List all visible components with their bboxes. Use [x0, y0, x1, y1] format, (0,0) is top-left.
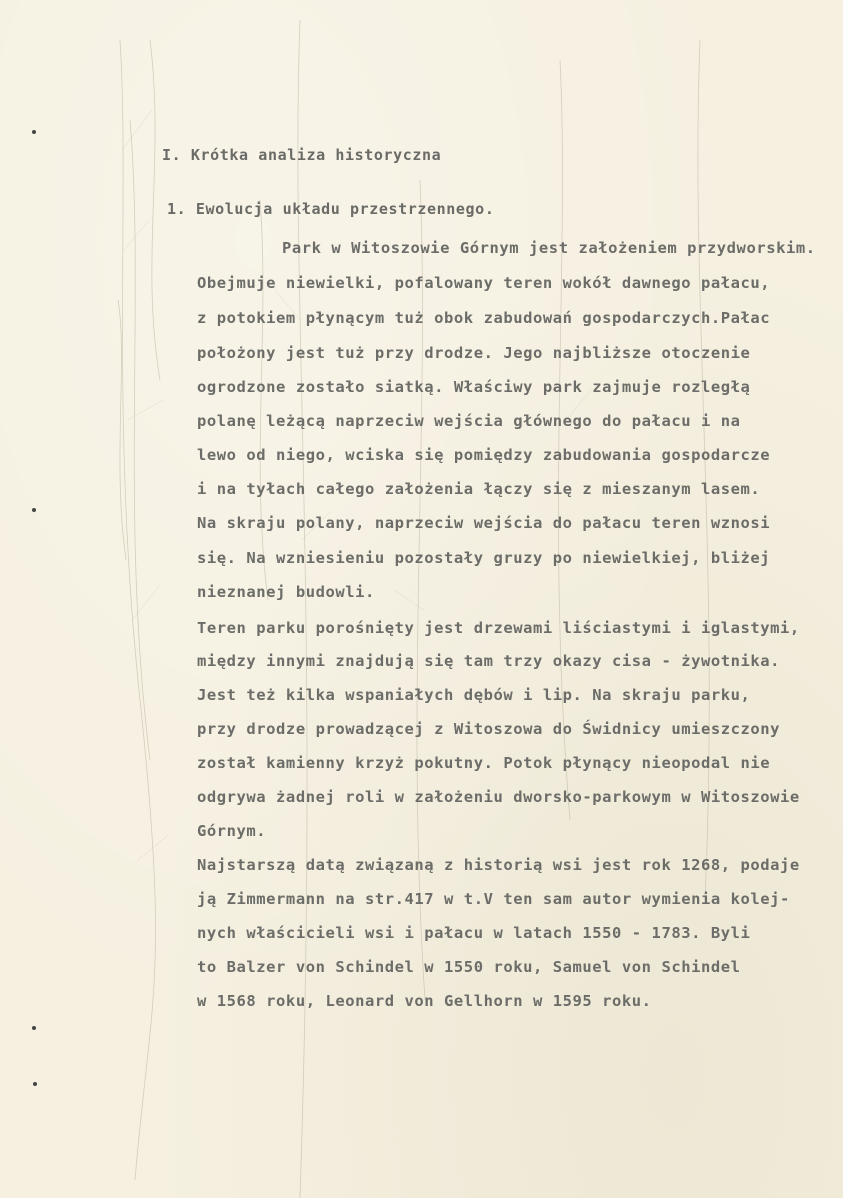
- text-line: lewo od niego, wciska się pomiędzy zabudowania gospodarcze: [197, 446, 771, 464]
- margin-speck: [33, 1082, 37, 1086]
- text-line: polanę leżącą naprzeciw wejścia głównego do pałacu i na: [197, 412, 741, 430]
- text-line: ją Zimmermann na str.417 w t.V ten sam autor wymienia kolej-: [197, 890, 790, 908]
- text-line: nych właścicieli wsi i pałacu w latach 1550 - 1783. Byli: [197, 924, 751, 942]
- text-line: między innymi znajdują się tam trzy okazy cisa - żywotnika.: [197, 652, 781, 670]
- text-line: odgrywa żadnej roli w założeniu dworsko-parkowym w Witoszowie: [197, 788, 800, 806]
- margin-speck: [32, 508, 36, 512]
- text-line: Jest też kilka wspaniałych dębów i lip. Na skraju parku,: [197, 686, 751, 704]
- text-line: się. Na wzniesieniu pozostały gruzy po niewielkiej, bliżej: [197, 549, 771, 567]
- text-line: z potokiem płynącym tuż obok zabudowań gospodarczych.Pałac: [197, 309, 771, 327]
- text-line: Obejmuje niewielki, pofalowany teren wokół dawnego pałacu,: [197, 274, 771, 292]
- text-line: nieznanej budowli.: [197, 583, 375, 601]
- text-line: Teren parku porośnięty jest drzewami liściastymi i iglastymi,: [197, 619, 800, 637]
- text-line: ogrodzone zostało siatką. Właściwy park zajmuje rozległą: [197, 378, 751, 396]
- text-line: to Balzer von Schindel w 1550 roku, Samuel von Schindel: [197, 958, 741, 976]
- text-line: przy drodze prowadzącej z Witoszowa do Świdnicy umieszczony: [197, 720, 781, 738]
- section-heading: I. Krótka analiza historyczna: [162, 146, 442, 164]
- text-line: Górnym.: [197, 822, 267, 840]
- text-line: Najstarszą datą związaną z historią wsi jest rok 1268, podaje: [197, 856, 800, 874]
- margin-speck: [32, 1026, 36, 1030]
- text-line: położony jest tuż przy drodze. Jego najbliższe otoczenie: [197, 344, 751, 362]
- text-line: Na skraju polany, naprzeciw wejścia do pałacu teren wznosi: [197, 514, 771, 532]
- subsection-heading: 1. Ewolucja układu przestrzennego.: [167, 200, 495, 218]
- margin-speck: [32, 130, 36, 134]
- text-line: Park w Witoszowie Górnym jest założeniem przydworskim.: [282, 239, 816, 257]
- text-line: i na tyłach całego założenia łączy się z mieszanym lasem.: [197, 480, 761, 498]
- text-line: w 1568 roku, Leonard von Gellhorn w 1595 roku.: [197, 992, 652, 1010]
- text-line: został kamienny krzyż pokutny. Potok płynący nieopodal nie: [197, 754, 771, 772]
